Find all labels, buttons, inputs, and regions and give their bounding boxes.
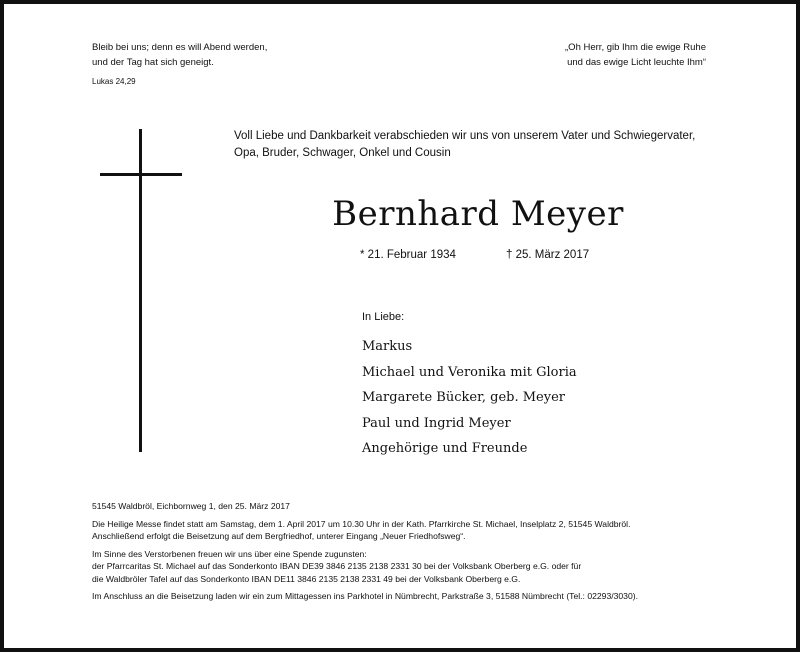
intro-text bbox=[234, 128, 695, 162]
mourner-entry: Angehörige und Freunde bbox=[362, 441, 528, 456]
mourner-entry: Michael und Veronika mit Gloria bbox=[362, 364, 577, 380]
service-line: Anschließend erfolgt die Beisetzung auf dem Bergfriedhof, unterer Eingang „Neuer Friedhofsweg“. bbox=[92, 531, 466, 541]
prayer-quote bbox=[565, 40, 706, 70]
mourner-entry: Margarete Bücker, geb. Meyer bbox=[362, 390, 565, 405]
meal-info bbox=[92, 590, 638, 603]
intro-line: Voll Liebe und Dankbarkeit verabschieden wir uns von unserem Vater und Schwiegervater, bbox=[234, 130, 696, 142]
service-line: Die Heilige Messe findet statt am Samstag, dem 1. April 2017 um 10.30 Uhr in der Kath. Pfarrkirche St. Michael, Inselplatz 2, 51545 Waldbröl. bbox=[92, 518, 631, 529]
quote-line: „Oh Herr, gib Ihm die ewige Ruhe bbox=[565, 42, 706, 53]
mourner-entry: Paul und Ingrid Meyer bbox=[362, 415, 511, 431]
donation-line: der Pfarrcaritas St. Michael auf das Sonderkonto IBAN DE39 3846 2135 2138 2331 30 bei der Volksbank Oberberg e.G. oder für bbox=[92, 561, 582, 571]
birth-date: * 21. Februar 1934 bbox=[360, 249, 456, 261]
donation-line: Im Sinne des Verstorbenen freuen wir uns über eine Spende zugunsten: bbox=[92, 548, 367, 559]
address-text: 51545 Waldbröl, Eichbornweg 1, den 25. März 2017 bbox=[92, 501, 290, 511]
donation-info bbox=[92, 548, 638, 586]
verse-line: Bleib bei uns; denn es will Abend werden, bbox=[92, 42, 268, 53]
cross-vertical-bar bbox=[139, 129, 142, 452]
service-info bbox=[92, 518, 638, 543]
deceased-name: Bernhard Meyer bbox=[332, 194, 624, 234]
death-date: † 25. März 2017 bbox=[506, 249, 590, 261]
bible-verse bbox=[92, 40, 267, 87]
quote-line: und das ewige Licht leuchte Ihm“ bbox=[567, 57, 706, 68]
in-love-label: In Liebe: bbox=[362, 311, 405, 323]
donation-line: die Waldbröler Tafel auf das Sonderkonto IBAN DE11 3846 2135 2138 2331 49 bei der Volksbank Oberberg e.G. bbox=[92, 573, 521, 584]
verse-line: und der Tag hat sich geneigt. bbox=[92, 57, 214, 68]
funeral-details bbox=[92, 500, 638, 608]
mourner-entry: Markus bbox=[362, 339, 413, 354]
mourners-list bbox=[362, 334, 577, 462]
verse-reference: Lukas 24,29 bbox=[92, 77, 136, 86]
address-line bbox=[92, 500, 638, 513]
meal-line: Im Anschluss an die Beisetzung laden wir ein zum Mittagessen ins Parkhotel in Nümbrecht, Parkstraße 3, 51588 Nümbrecht (Tel.: 02293/3030). bbox=[92, 591, 638, 601]
cross-horizontal-bar bbox=[100, 173, 182, 176]
intro-line: Opa, Bruder, Schwager, Onkel und Cousin bbox=[234, 147, 451, 159]
